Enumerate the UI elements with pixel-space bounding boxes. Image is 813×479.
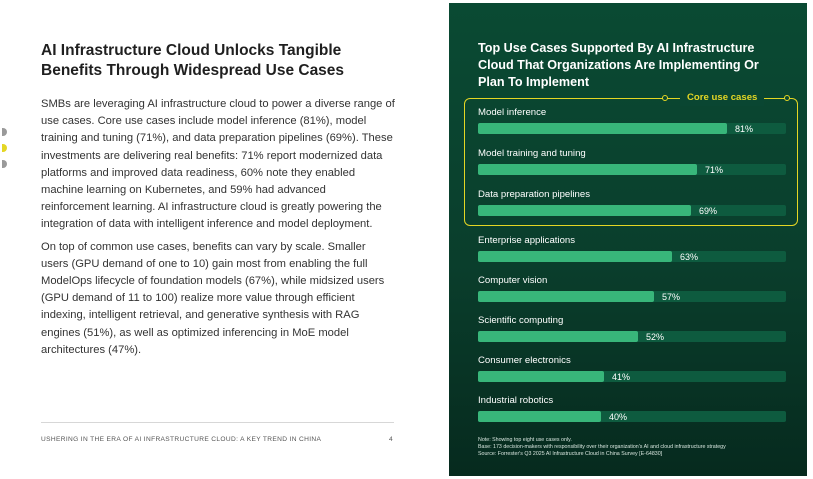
- value-label-model-inference: 81%: [735, 124, 754, 134]
- bar-model-training-and-tuning: [478, 164, 697, 175]
- body-paragraph: SMBs are leveraging AI infrastructure cloud to power a diverse range of use cases. Core use cases include model inference (81%), model training and tuning (71%), and data preparation pipelines (69%). These investments are delivering real benefits: 71% report modernized data platforms and improved data readiness, 60% note they enabled machine learning on Kubernetes, and 59% had advanced reinforcement learning. AI infrastructure cloud is greatly powering the integration of data with intelligent inference and model deployment.: [41, 98, 395, 231]
- category-label-scientific-computing: Scientific computing: [478, 315, 564, 326]
- core-use-cases-label: Core use cases: [680, 90, 764, 106]
- page-indicator: [2, 128, 7, 176]
- page-dot[interactable]: [2, 128, 7, 136]
- value-label-enterprise-applications: 63%: [680, 252, 699, 262]
- chart-note: Note: Showing top eight use cases only.: [478, 437, 572, 443]
- highlight-knob: [662, 95, 668, 101]
- page-heading: AI Infrastructure Cloud Unlocks Tangible Benefits Through Widespread Use Cases: [41, 42, 345, 79]
- footer-title: USHERING IN THE ERA OF AI INFRASTRUCTURE CLOUD: A KEY TREND IN CHINA: [41, 436, 322, 443]
- category-label-enterprise-applications: Enterprise applications: [478, 235, 576, 246]
- value-label-consumer-electronics: 41%: [612, 372, 631, 382]
- bar-track: [478, 291, 786, 302]
- page-dot-active[interactable]: [2, 144, 7, 152]
- bar-track: [478, 205, 786, 216]
- chart-notes: [478, 437, 798, 457]
- value-label-scientific-computing: 52%: [646, 332, 665, 342]
- bar-track: [478, 331, 786, 342]
- category-label-computer-vision: Computer vision: [478, 275, 548, 286]
- bar-industrial-robotics: [478, 411, 601, 422]
- body-text: [41, 96, 396, 364]
- bar-model-inference: [478, 123, 727, 134]
- highlight-knob: [784, 95, 790, 101]
- value-label-industrial-robotics: 40%: [609, 412, 628, 422]
- value-label-data-preparation-pipelines: 69%: [699, 206, 718, 216]
- bar-computer-vision: [478, 291, 654, 302]
- chart-panel: [449, 3, 807, 476]
- body-paragraph: On top of common use cases, benefits can vary by scale. Smaller users (GPU demand of one to 10) gain most from enabling the full ModelOps lifecycle of foundation models (67%), while midsized users (GPU demand of 11 to 100) realize more value through efficient indexing, intelligent retrieval, and generative synthesis with RAG engines (51%), as well as optimized inferencing in MoE model architectures (47%).: [41, 240, 385, 356]
- category-label-industrial-robotics: Industrial robotics: [478, 395, 554, 406]
- footer-divider: [41, 422, 394, 423]
- bar-track: [478, 251, 786, 262]
- category-label-model-inference: Model inference: [478, 107, 547, 118]
- chart-base: Base: 173 decision-makers with responsibility over their organization's AI and cloud infrastructure strategy: [478, 443, 726, 450]
- bar-enterprise-applications: [478, 251, 672, 262]
- category-label-model-training-and-tuning: Model training and tuning: [478, 148, 586, 159]
- bar-scientific-computing: [478, 331, 638, 342]
- bar-track: [478, 411, 786, 422]
- value-label-computer-vision: 57%: [662, 292, 681, 302]
- category-label-consumer-electronics: Consumer electronics: [478, 355, 571, 366]
- page-number: 4: [389, 436, 393, 443]
- page-dot[interactable]: [2, 160, 7, 168]
- value-label-model-training-and-tuning: 71%: [705, 165, 724, 175]
- category-label-data-preparation-pipelines: Data preparation pipelines: [478, 189, 591, 200]
- chart-source: Source: Forrester's Q3 2025 AI Infrastructure Cloud in China Survey [E-64830]: [478, 450, 663, 457]
- bar-track: [478, 123, 786, 134]
- bar-track: [478, 371, 786, 382]
- bar-consumer-electronics: [478, 371, 604, 382]
- chart-title: Top Use Cases Supported By AI Infrastructure Cloud That Organizations Are Implementing Or Plan To Implement: [478, 41, 759, 89]
- bar-track: [478, 164, 786, 175]
- bar-data-preparation-pipelines: [478, 205, 691, 216]
